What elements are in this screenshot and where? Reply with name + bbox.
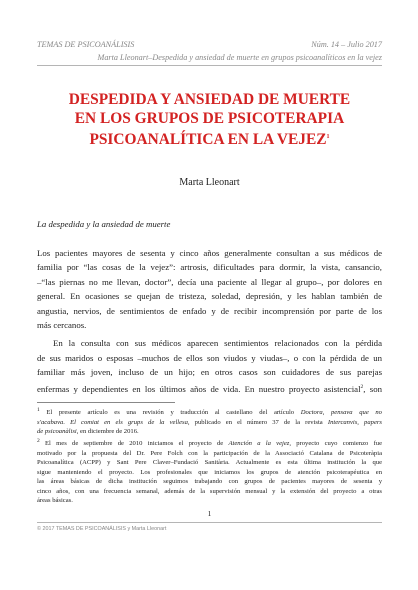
author-name: Marta Lleonart: [179, 177, 240, 188]
section-heading: La despedida y la ansiedad de muerte: [37, 219, 171, 229]
copyright-footer: © 2017 TEMAS DE PSICOANÁLISIS y Marta Lleonart: [37, 526, 167, 532]
body-line: general. En ocasiones se quejan de tristeza, soledad, depresión, y les hablan también de: [37, 291, 382, 302]
running-title: Marta Lleonart–Despedida y ansiedad de muerte en grupos psicoanalíticos en la vejez: [97, 53, 382, 62]
body-line: Los pacientes mayores de sesenta y cinco años generalmente consultan a sus médicos de: [37, 248, 382, 258]
running-header: [37, 40, 382, 49]
footnote-mark: 2: [360, 383, 364, 390]
body-line: familia por “las cosas de la vejez”: artrosis, dificultades para dormir, la vista, cansancio,: [37, 262, 382, 273]
title-line: PSICOANALÍTICA EN LA VEJEZ$^1$: [89, 131, 330, 149]
body-line: familiar más joven, incluso de un hijo; en otros casos son cuidadores de sus parejas: [37, 367, 382, 378]
article-title: [37, 90, 382, 149]
page-number: 1: [207, 509, 212, 518]
footnotes: [37, 406, 382, 506]
body-line: enfermas y dependientes en los últimos años de vida. En nuestro proyecto asistencial$^2$, son: [37, 383, 382, 394]
footnote-2: $^2$ El mes de septiembre de 2010 iniciamos el proyecto de Atención a la vejez, proyecto cuyo comienzo fue motivado por la propuesta del Dr. Pere Folch con la participación de la Associació Catalana de Psicoteràpia Psicoanalítica (ACPP) y Sant Pere Claver–Fundació Sanitària. Actualmente es esta última institución la que sigue manteniendo el proyecto. Los profesionales que iniciamos los grupos de atención psicoterapéutica en las áreas básicas de dicha institución seguimos trabajando con grupos de pacientes mayores de sesenta y cinco años, con una frecuencia semanal, además de la supervisión mensual y la extensión del proyecto a otras áreas básicas.: [37, 438, 383, 505]
title-line: EN LOS GRUPOS DE PSICOTERAPIA: [74, 110, 345, 127]
footnote-number: 2: [37, 438, 40, 445]
footnote-number: 1: [37, 407, 40, 413]
body-line: de sus maridos o esposas –muchos de ellos son viudos y viudas–, o con la pérdida de un: [37, 352, 382, 363]
title-footnote-mark: 1: [326, 134, 330, 140]
title-line: DESPEDIDA Y ANSIEDAD DE MUERTE: [68, 91, 351, 108]
body-line: En la consulta con sus médicos aparecen sentimientos relacionados con la pérdida: [53, 338, 382, 349]
body-line: más cercanos.: [37, 320, 87, 331]
footer-divider: [37, 522, 382, 523]
journal-name: TEMAS DE PSICOANÁLISIS: [37, 40, 135, 49]
issue-info: Núm. 14 – Julio 2017: [311, 40, 382, 49]
body-line: angustia, nervios, de sentimientos de enfado y de recibir incomprensión por parte de los: [37, 305, 382, 316]
body-line: –“las piernas no me llevan, doctor”, decía una paciente al llegar al grupo–, por dolores en: [37, 276, 382, 287]
article-body: [37, 246, 382, 396]
header-divider: [37, 65, 382, 66]
footnote-1: $^1$ El presente artículo es una revisión y traducción al castellano del artículo Doctora, pensava que no s'acabava. El comiat en els grups de la vellesa, publicado en el número 37 de la revista Intercanvis, papers de psicoanàlisi, en diciembre de 2016.: [37, 407, 383, 435]
footnote-divider: [37, 402, 175, 403]
